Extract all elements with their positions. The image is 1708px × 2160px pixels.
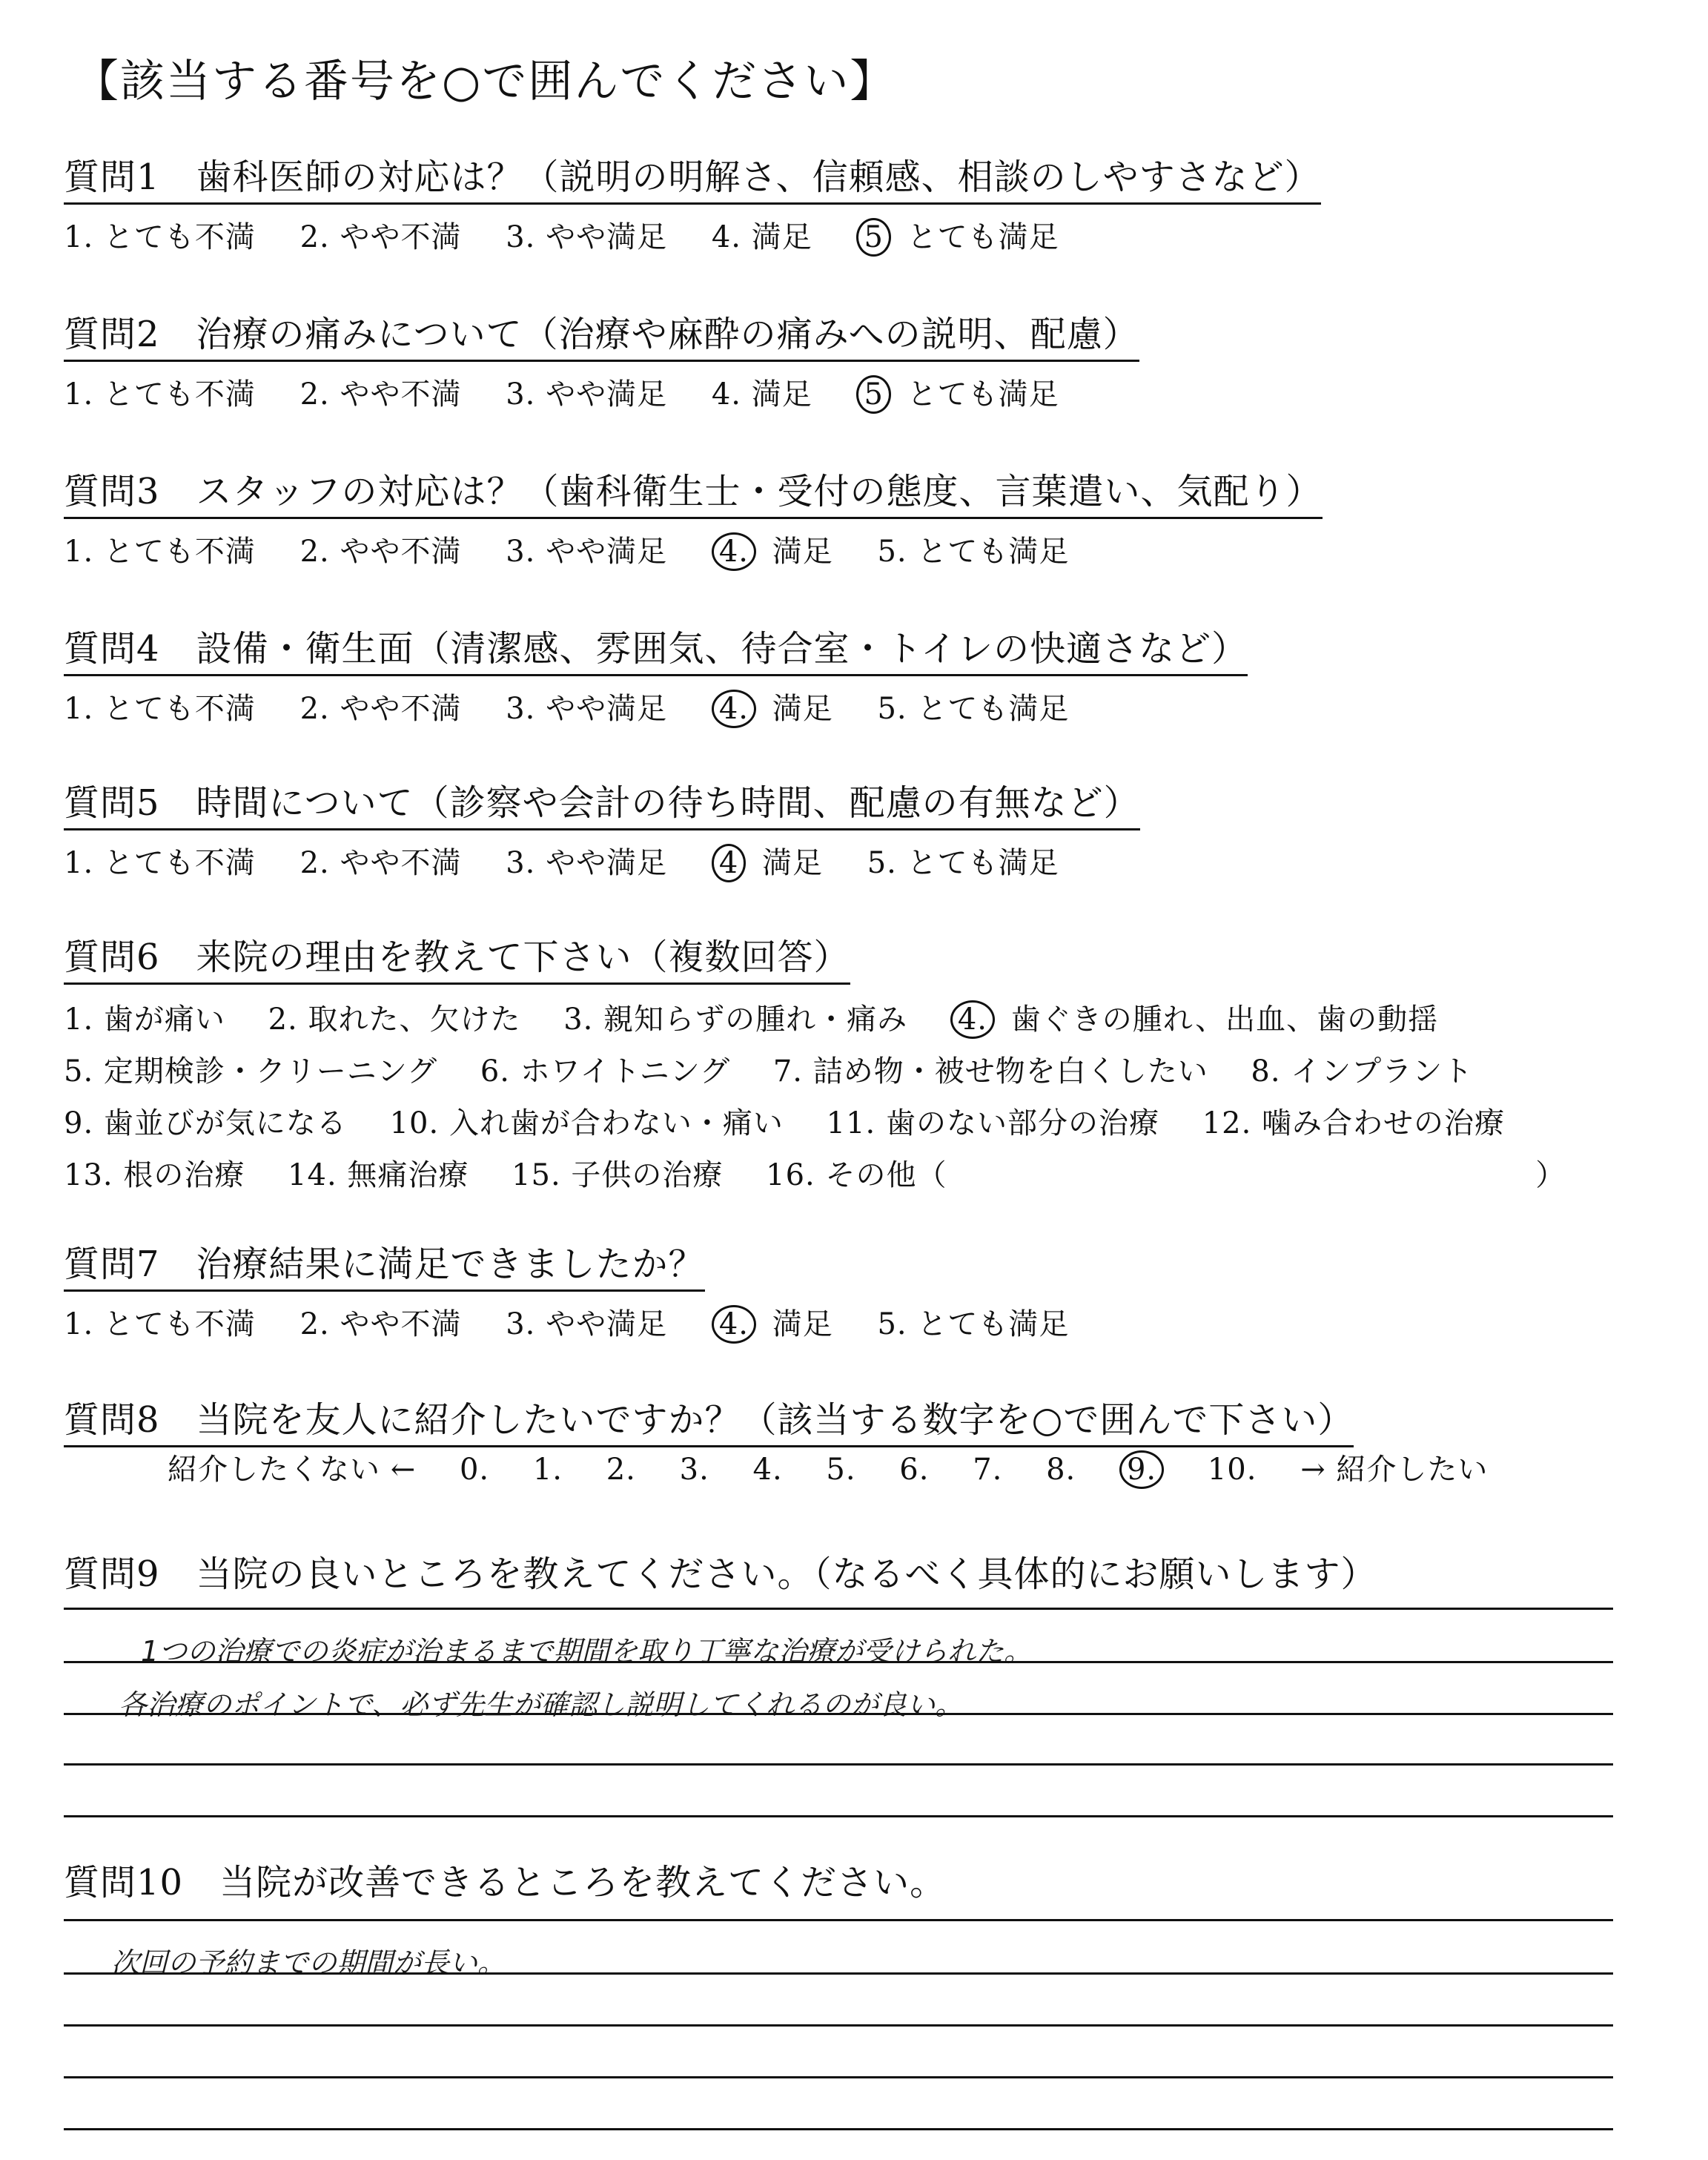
q9-handwritten-answer-1[interactable]: 1つの治療での炎症が治まるまで期間を取り丁寧な治療が受けられた。 — [141, 1635, 1033, 1668]
question-3-options — [64, 528, 1323, 571]
option-3[interactable]: 3. やや満足 — [506, 846, 668, 880]
option-4[interactable]: 4. 満足 — [711, 220, 812, 254]
option-4[interactable]: 4. 満足 — [711, 377, 812, 412]
option-4-label: 満足 — [772, 1307, 833, 1341]
option-1[interactable]: 1. とても不満 — [64, 1307, 256, 1341]
option-4-circled[interactable]: 4 — [712, 844, 746, 882]
option-5[interactable]: 5. とても満足 — [877, 1307, 1070, 1341]
question-4-title: 質問4 設備・衛生面（清潔感、雰囲気、待合室・トイレの快適さなど） — [64, 620, 1248, 676]
reason-12[interactable]: 12. 噛み合わせの治療 — [1202, 1106, 1506, 1140]
answer-line — [64, 2128, 1613, 2130]
answer-line — [64, 1608, 1613, 1610]
options-row-3 — [64, 1097, 1598, 1149]
reason-3[interactable]: 3. 親知らずの腫れ・痛み — [563, 1003, 908, 1037]
question-3-title: 質問3 スタッフの対応は？（歯科衛生士・受付の態度、言葉遣い、気配り） — [64, 463, 1323, 519]
option-2[interactable]: 2. やや不満 — [299, 692, 462, 726]
option-4-circled[interactable]: 4. — [712, 690, 756, 728]
question-10-title: 質問10 当院が改善できるところを教えてください。 — [64, 1862, 947, 1903]
option-4-circled[interactable]: 4. — [712, 532, 756, 571]
reason-9[interactable]: 9. 歯並びが気になる — [64, 1106, 347, 1140]
scale-4[interactable]: 4. — [752, 1453, 783, 1487]
option-4-label: 満足 — [762, 846, 823, 880]
scale-6[interactable]: 6. — [899, 1453, 930, 1487]
option-5-label: とても満足 — [907, 377, 1059, 412]
reason-1[interactable]: 1. 歯が痛い — [64, 1003, 225, 1037]
question-1-title: 質問1 歯科医師の対応は？（説明の明解さ、信頼感、相談のしやすさなど） — [64, 148, 1321, 205]
question-6 — [64, 928, 1598, 1201]
option-2[interactable]: 2. やや不満 — [299, 377, 462, 412]
option-3[interactable]: 3. やや満足 — [506, 535, 668, 569]
answer-line — [64, 1661, 1613, 1663]
question-5-options — [64, 839, 1140, 882]
answer-line — [64, 2024, 1613, 2027]
options-row-2 — [64, 1046, 1598, 1097]
reason-8[interactable]: 8. インプラント — [1251, 1054, 1474, 1089]
option-4-label: 満足 — [772, 535, 833, 569]
question-5-title: 質問5 時間について（診察や会計の待ち時間、配慮の有無など） — [64, 774, 1140, 830]
recommend-scale — [168, 1446, 1521, 1489]
scale-9-circled[interactable]: 9. — [1119, 1450, 1164, 1489]
option-2[interactable]: 2. やや不満 — [299, 846, 462, 880]
page-header: 【該当する番号を○で囲んでください】 — [74, 56, 896, 108]
question-4-options — [64, 685, 1248, 728]
answer-line — [64, 2076, 1613, 2078]
reason-11[interactable]: 11. 歯のない部分の治療 — [826, 1106, 1159, 1140]
options-row-1 — [64, 994, 1598, 1046]
option-5[interactable]: 5. とても満足 — [877, 535, 1070, 569]
question-7 — [64, 1235, 1103, 1344]
answer-line — [64, 1815, 1613, 1817]
reason-2[interactable]: 2. 取れた、欠けた — [268, 1003, 521, 1037]
scale-10[interactable]: 10. — [1207, 1453, 1257, 1487]
option-3[interactable]: 3. やや満足 — [506, 1307, 668, 1341]
question-9 — [64, 1545, 1377, 1599]
question-8-title: 質問8 当院を友人に紹介したいですか？（該当する数字を○で囲んで下さい） — [64, 1391, 1354, 1447]
option-5-circled[interactable]: 5 — [856, 375, 890, 414]
question-6-options — [64, 994, 1598, 1201]
option-1[interactable]: 1. とても不満 — [64, 377, 256, 412]
option-5-circled[interactable]: 5 — [856, 218, 890, 257]
reason-6[interactable]: 6. ホワイトニング — [480, 1054, 731, 1089]
question-5 — [64, 774, 1140, 882]
question-3 — [64, 463, 1323, 571]
reason-16-close-paren: ） — [1535, 1158, 1566, 1192]
reason-13[interactable]: 13. 根の治療 — [64, 1158, 245, 1192]
question-8 — [64, 1391, 1354, 1447]
option-1[interactable]: 1. とても不満 — [64, 692, 256, 726]
scale-5[interactable]: 5. — [826, 1453, 856, 1487]
reason-10[interactable]: 10. 入れ歯が合わない・痛い — [389, 1106, 784, 1140]
question-9-title: 質問9 当院の良いところを教えてください。（なるべく具体的にお願いします） — [64, 1553, 1377, 1595]
question-2 — [64, 305, 1139, 414]
reason-16-other[interactable]: 16. その他（ — [766, 1158, 947, 1192]
option-1[interactable]: 1. とても不満 — [64, 535, 256, 569]
option-5[interactable]: 5. とても満足 — [867, 846, 1059, 880]
question-2-title: 質問2 治療の痛みについて（治療や麻酔の痛みへの説明、配慮） — [64, 305, 1139, 362]
scale-3[interactable]: 3. — [679, 1453, 709, 1487]
option-2[interactable]: 2. やや不満 — [299, 220, 462, 254]
scale-1[interactable]: 1. — [532, 1453, 563, 1487]
scale-low-label: 紹介したくない ← — [168, 1453, 417, 1487]
q10-handwritten-answer-1[interactable]: 次回の予約までの期間が長い。 — [111, 1946, 506, 1979]
question-6-title: 質問6 来院の理由を教えて下さい（複数回答） — [64, 928, 850, 985]
question-1 — [64, 148, 1321, 257]
option-2[interactable]: 2. やや不満 — [299, 1307, 462, 1341]
reason-14[interactable]: 14. 無痛治療 — [288, 1158, 469, 1192]
question-7-title: 質問7 治療結果に満足できましたか？ — [64, 1235, 705, 1292]
question-4 — [64, 620, 1248, 728]
option-3[interactable]: 3. やや満足 — [506, 692, 668, 726]
option-5[interactable]: 5. とても満足 — [877, 692, 1070, 726]
scale-8[interactable]: 8. — [1046, 1453, 1076, 1487]
question-10 — [64, 1854, 946, 1908]
options-row-4 — [64, 1149, 1598, 1201]
scale-2[interactable]: 2. — [606, 1453, 636, 1487]
reason-7[interactable]: 7. 詰め物・被せ物を白くしたい — [772, 1054, 1208, 1089]
answer-line — [64, 1713, 1613, 1715]
reason-4-label: 歯ぐきの腫れ、出血、歯の動揺 — [1010, 1003, 1439, 1037]
question-1-options — [64, 214, 1321, 257]
q9-handwritten-answer-2[interactable]: 各治療のポイントで、必ず先生が確認し説明してくれるのが良い。 — [119, 1688, 964, 1721]
option-1[interactable]: 1. とても不満 — [64, 846, 256, 880]
question-7-options — [64, 1301, 1103, 1344]
answer-line — [64, 1763, 1613, 1766]
option-3[interactable]: 3. やや満足 — [506, 220, 668, 254]
scale-7[interactable]: 7. — [973, 1453, 1003, 1487]
scale-0[interactable]: 0. — [459, 1453, 490, 1487]
answer-line — [64, 1972, 1613, 1975]
option-4-label: 満足 — [772, 692, 833, 726]
reason-4-circled[interactable]: 4. — [950, 1000, 995, 1039]
reason-15[interactable]: 15. 子供の治療 — [512, 1158, 724, 1192]
option-4-circled[interactable]: 4. — [712, 1305, 756, 1344]
scale-high-label: → 紹介したい — [1300, 1453, 1489, 1487]
option-1[interactable]: 1. とても不満 — [64, 220, 256, 254]
answer-line — [64, 1919, 1613, 1921]
option-2[interactable]: 2. やや不満 — [299, 535, 462, 569]
question-2-options — [64, 371, 1139, 414]
reason-5[interactable]: 5. 定期検診・クリーニング — [64, 1054, 438, 1089]
option-3[interactable]: 3. やや満足 — [506, 377, 668, 412]
option-5-label: とても満足 — [907, 220, 1059, 254]
